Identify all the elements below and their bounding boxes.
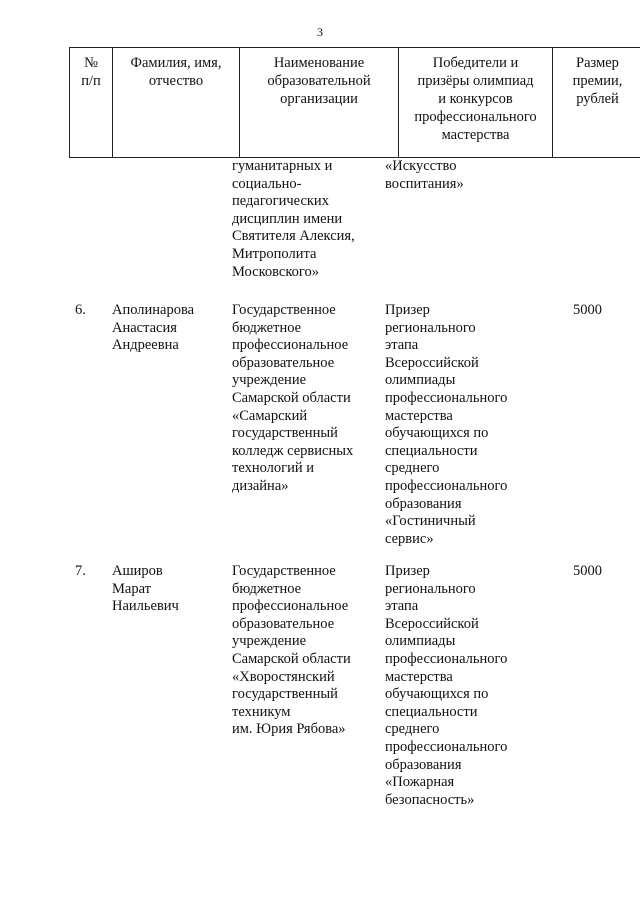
row-7-name: Аширов Марат Наильевич [112, 563, 179, 615]
row-7-num: 7. [75, 563, 86, 579]
header-winners-text: Победители и призёры олимпиад и конкурсов профессионального мастерства [414, 55, 537, 143]
row-6-organization: Государственное бюджетное профессиональное образовательное учреждение Самарской области «Самарский государственный колледж сервисных технологий и дизайна» [232, 302, 354, 494]
row-7-winners: Призер регионального этапа Всероссийской олимпиады профессионального мастерства обучающихся по специальности среднего профессионального образования «Пожарная безопасность» [385, 563, 508, 808]
row-6-name: Аполинарова Анастасия Андреевна [112, 302, 195, 354]
table-header [69, 47, 640, 158]
page-number: 3 [317, 25, 323, 39]
header-num-text: № п/п [81, 55, 101, 89]
header-name-text: Фамилия, имя, отчество [130, 55, 222, 89]
row-6-winners: Призер регионального этапа Всероссийской олимпиады профессионального мастерства обучающихся по специальности среднего профессионального образования «Гостиничный сервис» [385, 302, 508, 547]
row-6-num: 6. [75, 302, 86, 318]
row-7-organization: Государственное бюджетное профессиональное образовательное учреждение Самарской области «Хворостянский государственный техникум им. Юрия Рябова» [232, 563, 351, 738]
header-organization-text: Наименование образовательной организации [267, 55, 371, 107]
header-prize [553, 48, 640, 158]
table-header-row [70, 48, 640, 158]
header-num [70, 48, 113, 158]
row-7-prize: 5000 [573, 563, 602, 579]
continuation-organization: гуманитарных и социально- педагогических дисциплин имени Святителя Алексия, Митрополита Московского» [232, 158, 355, 280]
header-name [113, 48, 240, 158]
continuation-winners: «Искусство воспитания» [385, 158, 464, 192]
row-6-prize: 5000 [573, 302, 602, 318]
header-prize-text: Размер премии, рублей [572, 55, 623, 107]
header-winners [399, 48, 553, 158]
header-organization [240, 48, 399, 158]
